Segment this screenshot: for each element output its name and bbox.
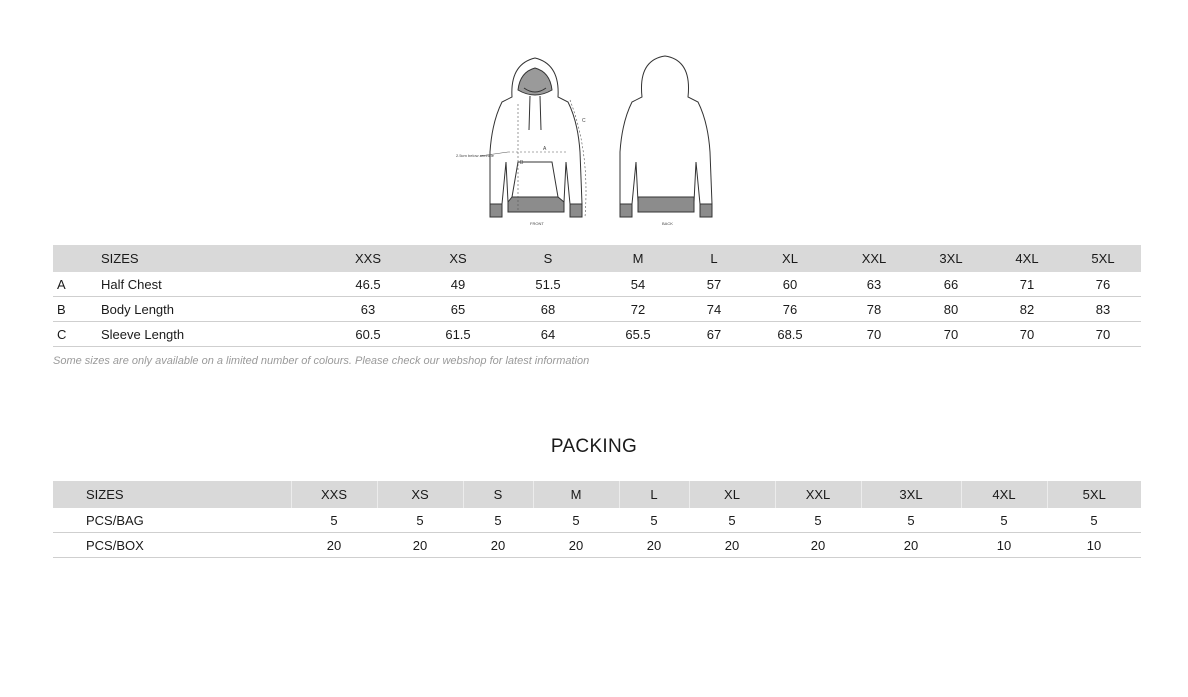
row-label: Half Chest — [101, 276, 162, 292]
cell: 63 — [360, 301, 376, 317]
header-size: XXS — [354, 251, 381, 266]
row-label: PCS/BOX — [86, 537, 144, 553]
cell: 5 — [650, 512, 658, 528]
header-size: S — [463, 481, 533, 508]
cell: 5 — [728, 512, 736, 528]
cell: 5 — [907, 512, 915, 528]
header-size: 5XL — [1047, 481, 1141, 508]
front-label: FRONT — [530, 221, 544, 226]
table-row — [53, 533, 1141, 558]
cell: 70 — [866, 326, 882, 342]
availability-note: Some sizes are only available on a limited number of colours. Please check our webshop for latest information — [53, 355, 590, 367]
cell: 65.5 — [625, 326, 651, 342]
header-size: XXS — [291, 481, 377, 508]
row-code: C — [57, 326, 67, 342]
header-size: 3XL — [861, 481, 961, 508]
cell: 5 — [814, 512, 822, 528]
cell: 66 — [943, 276, 959, 292]
header-sizes: SIZES — [86, 487, 124, 502]
header-size: 5XL — [1091, 251, 1115, 266]
cell: 61.5 — [445, 326, 471, 342]
header-size: M — [533, 481, 619, 508]
cell: 70 — [943, 326, 959, 342]
packing-table — [53, 481, 1141, 558]
cell: 20 — [326, 537, 342, 553]
packing-title: PACKING — [550, 436, 638, 457]
cell: 76 — [782, 301, 798, 317]
cell: 5 — [416, 512, 424, 528]
size-table-header — [53, 245, 1141, 272]
header-size: M — [632, 251, 644, 266]
cell: 10 — [996, 537, 1012, 553]
cell: 5 — [1090, 512, 1098, 528]
size-table — [53, 245, 1141, 347]
row-label: Sleeve Length — [101, 326, 185, 342]
cell: 67 — [706, 326, 722, 342]
hoodie-illustration — [440, 52, 740, 232]
letter-a: A — [543, 146, 547, 152]
letter-b: B — [520, 160, 524, 166]
cell: 60.5 — [355, 326, 381, 342]
cell: 51.5 — [535, 276, 561, 292]
table-row — [53, 508, 1141, 533]
cell: 20 — [568, 537, 584, 553]
cell: 68 — [540, 301, 556, 317]
cell: 57 — [706, 276, 722, 292]
cell: 64 — [540, 326, 556, 342]
cell: 49 — [450, 276, 466, 292]
header-size: XL — [689, 481, 775, 508]
header-size: XS — [449, 251, 467, 266]
header-size: XL — [782, 251, 798, 266]
cell: 82 — [1019, 301, 1035, 317]
packing-table-header — [53, 481, 1141, 508]
header-size: XS — [377, 481, 463, 508]
cell: 20 — [646, 537, 662, 553]
cell: 20 — [412, 537, 428, 553]
table-row — [53, 322, 1141, 347]
row-code: B — [57, 301, 66, 317]
cell: 54 — [630, 276, 646, 292]
table-row — [53, 272, 1141, 297]
row-label: Body Length — [101, 301, 175, 317]
cell: 70 — [1095, 326, 1111, 342]
cell: 65 — [450, 301, 466, 317]
cell: 46.5 — [355, 276, 381, 292]
cell: 20 — [810, 537, 826, 553]
cell: 5 — [330, 512, 338, 528]
row-code: A — [57, 276, 66, 292]
cell: 5 — [494, 512, 502, 528]
cell: 5 — [572, 512, 580, 528]
header-size: L — [710, 251, 718, 266]
cell: 68.5 — [777, 326, 803, 342]
header-size: 3XL — [939, 251, 963, 266]
cell: 60 — [782, 276, 798, 292]
cell: 20 — [490, 537, 506, 553]
letter-c: C — [582, 118, 586, 124]
cell: 80 — [943, 301, 959, 317]
cell: 5 — [1000, 512, 1008, 528]
measure-note: 2.5cm below armhole — [456, 153, 495, 158]
row-label: PCS/BAG — [86, 512, 144, 528]
back-label: BACK — [662, 221, 673, 226]
cell: 10 — [1086, 537, 1102, 553]
header-size: L — [619, 481, 689, 508]
header-size: 4XL — [961, 481, 1047, 508]
header-size: XXL — [775, 481, 861, 508]
header-size: S — [543, 251, 553, 266]
cell: 74 — [706, 301, 722, 317]
header-sizes: SIZES — [101, 251, 139, 266]
cell: 76 — [1095, 276, 1111, 292]
cell: 72 — [630, 301, 646, 317]
cell: 70 — [1019, 326, 1035, 342]
table-row — [53, 297, 1141, 322]
cell: 20 — [903, 537, 919, 553]
cell: 71 — [1019, 276, 1035, 292]
cell: 78 — [866, 301, 882, 317]
cell: 20 — [724, 537, 740, 553]
header-size: 4XL — [1015, 251, 1039, 266]
header-size: XXL — [861, 251, 887, 266]
cell: 63 — [866, 276, 882, 292]
cell: 83 — [1095, 301, 1111, 317]
